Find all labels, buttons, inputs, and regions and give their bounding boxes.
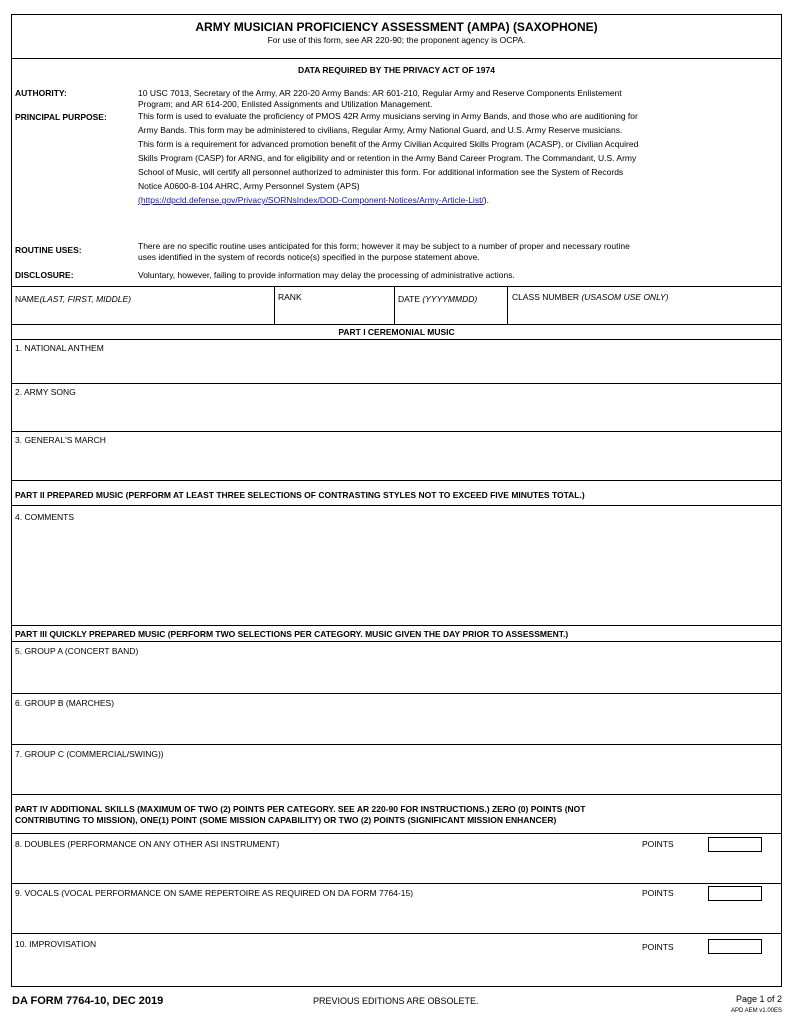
army-song-field[interactable]: 2. ARMY SONG xyxy=(15,387,76,397)
divider xyxy=(12,933,781,934)
part3-heading: PART III QUICKLY PREPARED MUSIC (PERFORM TWO SELECTIONS PER CATEGORY. MUSIC GIVEN THE DAY PRIOR TO ASSESSMENT.) xyxy=(15,629,569,639)
authority-text xyxy=(138,88,778,109)
privacy-heading: DATA REQUIRED BY THE PRIVACY ACT OF 1974 xyxy=(298,65,495,75)
rank-label: RANK xyxy=(278,292,302,302)
points-label: POINTS xyxy=(642,839,674,849)
divider xyxy=(12,833,781,834)
date-hint: (YYYYMMDD) xyxy=(422,294,478,304)
purpose-line: Army Bands. This form may be administered to civilians, Regular Army, Army National Guard, and U.S. Army Reserve musicians. xyxy=(138,125,623,135)
divider xyxy=(12,431,781,432)
routine-text xyxy=(138,241,778,262)
disclosure-label: DISCLOSURE: xyxy=(15,270,74,280)
divider xyxy=(12,480,781,481)
doubles-label: 8. DOUBLES (PERFORMANCE ON ANY OTHER ASI INSTRUMENT) xyxy=(15,839,280,849)
routine-line: There are no specific routine uses anticipated for this form; however it may be subject to a number of proper and necessary routine xyxy=(138,241,630,251)
comments-field[interactable]: 4. COMMENTS xyxy=(15,512,75,522)
authority-line: 10 USC 7013, Secretary of the Army, AR 220-20 Army Bands: AR 601-210, Regular Army and Reserve Components Enlistement xyxy=(138,88,622,98)
divider xyxy=(12,339,781,340)
vocals-points-input[interactable] xyxy=(708,886,762,901)
editions-note: PREVIOUS EDITIONS ARE OBSOLETE. xyxy=(313,996,479,1006)
purpose-link-line xyxy=(138,193,781,207)
part1-heading: PART I CEREMONIAL MUSIC xyxy=(338,327,455,337)
divider xyxy=(12,883,781,884)
date-label: DATE xyxy=(398,294,421,304)
part4-heading-line: PART IV ADDITIONAL SKILLS (MAXIMUM OF TWO (2) POINTS PER CATEGORY. SEE AR 220-90 FOR INSTRUCTIONS.) ZERO (0) POINTS (NOT xyxy=(15,804,586,814)
routine-line: uses identified in the system of records notice(s) specified in the purpose statement above. xyxy=(138,251,480,262)
divider xyxy=(12,625,781,626)
part2-heading: PART II PREPARED MUSIC (PERFORM AT LEAST THREE SELECTIONS OF CONTRASTING STYLES NOT TO EXCEED FIVE MINUTES TOTAL.) xyxy=(15,490,585,500)
name-label: NAME xyxy=(15,294,40,304)
divider xyxy=(12,286,781,287)
points-label: POINTS xyxy=(642,888,674,898)
sorn-link[interactable]: (https://dpcld.defense.gov/Privacy/SORNsIndex/DOD-Component-Notices/Army-Article-List/ xyxy=(138,195,484,205)
divider xyxy=(394,286,395,324)
vocals-label: 9. VOCALS (VOCAL PERFORMANCE ON SAME REPERTOIRE AS REQUIRED ON DA FORM 7764-15) xyxy=(15,888,414,898)
generals-march-field[interactable]: 3. GENERAL'S MARCH xyxy=(15,435,106,445)
divider xyxy=(12,794,781,795)
purpose-line: Skills Program (CASP) for ARNG, and for eligibility and or retention in the Army Band Career Program. The Commandant, U.S. Army xyxy=(138,153,637,163)
divider xyxy=(12,744,781,745)
authority-label: AUTHORITY: xyxy=(15,88,67,98)
doubles-points-input[interactable] xyxy=(708,837,762,852)
name-field[interactable] xyxy=(15,294,131,304)
divider xyxy=(12,693,781,694)
group-b-field[interactable]: 6. GROUP B (MARCHES) xyxy=(15,698,115,708)
purpose-label: PRINCIPAL PURPOSE: xyxy=(15,112,107,122)
class-label: CLASS NUMBER xyxy=(512,292,580,302)
routine-label: ROUTINE USES: xyxy=(15,245,82,255)
class-number-field[interactable] xyxy=(512,292,669,302)
part4-heading-line: CONTRIBUTING TO MISSION), ONE(1) POINT (SOME MISSION CAPABILITY) OR TWO (2) POINTS (SIGNIFICANT MISSION ENHANCER) xyxy=(15,815,557,825)
divider xyxy=(507,286,508,324)
improvisation-label: 10. IMPROVISATION xyxy=(15,939,97,949)
improvisation-points-input[interactable] xyxy=(708,939,762,954)
disclosure-text: Voluntary, however, failing to provide information may delay the processing of administrative actions. xyxy=(138,270,515,280)
form-title: ARMY MUSICIAN PROFICIENCY ASSESSMENT (AMPA) (SAXOPHONE) xyxy=(195,20,598,34)
purpose-text xyxy=(138,109,781,207)
divider xyxy=(274,286,275,324)
class-hint: (USASOM USE ONLY) xyxy=(581,292,669,302)
purpose-line: This form is a requirement for advanced promotion benefit of the Army Civilian Acquired Skills Program (ACASP), or Civilian Acquired xyxy=(138,139,639,149)
name-hint: (LAST, FIRST, MIDDLE) xyxy=(39,294,132,304)
page-number: Page 1 of 2 xyxy=(735,994,782,1004)
group-c-field[interactable]: 7. GROUP C (COMMERCIAL/SWING)) xyxy=(15,749,164,759)
link-tail: ). xyxy=(483,195,489,205)
divider xyxy=(12,58,781,59)
divider xyxy=(12,324,781,325)
form-sheet xyxy=(11,14,782,987)
form-id: DA FORM 7764-10, DEC 2019 xyxy=(12,995,164,1007)
purpose-line: School of Music, will certify all personnel authorized to administer this form. For additional information see the System of Records xyxy=(138,167,624,177)
rank-field[interactable] xyxy=(278,292,302,302)
part4-heading xyxy=(15,804,778,826)
divider xyxy=(12,641,781,642)
purpose-line: Notice A0600-8-104 AHRC, Army Personnel System (APS) xyxy=(138,181,360,191)
version-tag: APD AEM v1.00ES xyxy=(730,1008,782,1014)
divider xyxy=(12,383,781,384)
points-label: POINTS xyxy=(642,942,674,952)
group-a-field[interactable]: 5. GROUP A (CONCERT BAND) xyxy=(15,646,139,656)
form-subtitle: For use of this form, see AR 220-90; the proponent agency is OCPA. xyxy=(267,35,526,45)
purpose-line: This form is used to evaluate the proficiency of PMOS 42R Army musicians serving in Army Bands, and those who are auditioning for xyxy=(138,111,638,121)
national-anthem-field[interactable]: 1. NATIONAL ANTHEM xyxy=(15,343,104,353)
date-field[interactable] xyxy=(398,294,477,304)
authority-line: Program; and AR 614-200, Enlisted Assignments and Utilization Management. xyxy=(138,98,433,109)
divider xyxy=(12,505,781,506)
